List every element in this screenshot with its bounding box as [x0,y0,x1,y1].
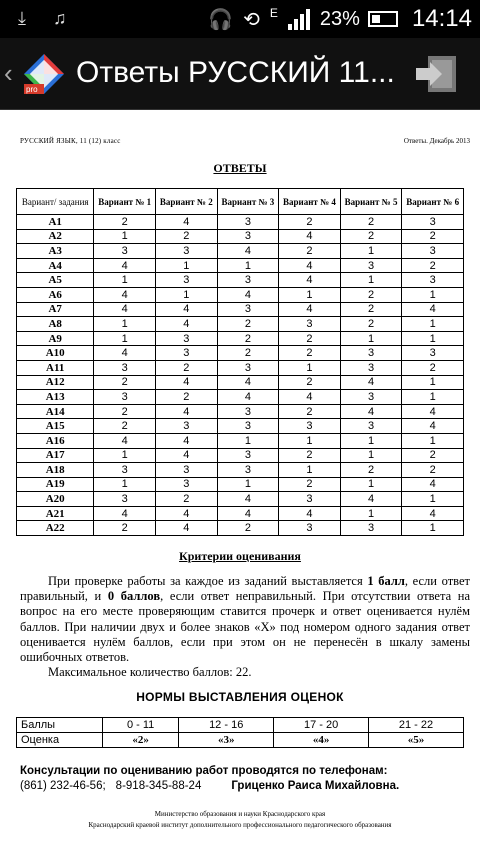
clock: 14:14 [411,5,472,32]
table-row [17,492,464,507]
task-cell: А1 [17,215,94,230]
table-header-cell: Вариант № 6 [402,189,464,215]
answer-cell: 4 [279,229,341,244]
answer-cell: 1 [402,433,464,448]
answer-cell: 1 [279,360,341,375]
answer-cell: 2 [156,229,218,244]
answer-cell: 3 [94,244,156,259]
footer-institute: Краснодарский краевой институт дополнительного профессионального педагогического образования [88,821,392,829]
answer-cell: 4 [156,302,218,317]
task-cell: А11 [17,360,94,375]
max-score-text: Максимальное количество баллов: 22. [48,665,252,680]
answer-cell: 2 [402,258,464,273]
consultant-name: Гриценко Раиса Михайловна. [231,780,400,792]
answer-cell: 2 [279,375,341,390]
answer-cell: 2 [156,390,218,405]
answer-cell: 3 [402,215,464,230]
answer-cell: 2 [279,448,341,463]
rotate-icon: ⟲ [243,8,260,31]
answer-cell: 3 [217,273,279,288]
answer-cell: 3 [94,390,156,405]
grades-marks-row [17,733,464,748]
answer-cell: 3 [156,346,218,361]
answer-cell: 4 [94,287,156,302]
answer-cell: 4 [94,506,156,521]
footer-ministry: Министерство образования и науки Краснодарского края [154,810,326,818]
grade-points-cell: 21 - 22 [369,718,464,733]
table-row [17,506,464,521]
answer-cell: 4 [156,375,218,390]
answer-cell: 1 [340,477,402,492]
answer-cell: 4 [402,302,464,317]
answer-cell: 4 [217,390,279,405]
answer-cell: 3 [340,346,402,361]
answer-cell: 2 [279,346,341,361]
app-logo-icon[interactable] [20,50,68,98]
answer-cell: 1 [94,273,156,288]
answer-cell: 2 [156,360,218,375]
task-cell: А2 [17,229,94,244]
answer-cell: 3 [340,419,402,434]
answer-cell: 2 [402,448,464,463]
answer-cell: 1 [217,477,279,492]
doc-header-subject: РУССКИЙ ЯЗЫК, 11 (12) класс [20,137,121,145]
answer-cell: 1 [402,375,464,390]
grade-mark-cell: «4» [274,733,369,748]
table-row [17,317,464,332]
answer-cell: 3 [279,419,341,434]
task-cell: А19 [17,477,94,492]
answer-cell: 1 [94,317,156,332]
answer-cell: 4 [156,506,218,521]
answer-cell: 2 [217,317,279,332]
table-row [17,331,464,346]
answer-cell: 3 [340,360,402,375]
consultation-text: Консультации по оцениванию работ проводятся по телефонам: [20,765,388,777]
answer-cell: 3 [217,302,279,317]
answer-cell: 2 [340,229,402,244]
answer-cell: 3 [217,463,279,478]
table-header-cell: Вариант № 2 [156,189,218,215]
answer-cell: 3 [156,463,218,478]
answer-cell: 4 [279,302,341,317]
answer-cell: 1 [94,229,156,244]
answer-cell: 1 [217,433,279,448]
grade-points-cell: 12 - 16 [179,718,274,733]
answer-cell: 2 [279,215,341,230]
answer-cell: 1 [94,477,156,492]
table-header-cell: Вариант № 3 [217,189,279,215]
task-cell: А10 [17,346,94,361]
answer-cell: 2 [340,302,402,317]
answer-cell: 3 [279,317,341,332]
grades-label-mark: Оценка [17,733,103,748]
phone-2: 8-918-345-88-24 [115,780,202,792]
answer-cell: 1 [156,287,218,302]
answer-cell: 2 [279,244,341,259]
answer-cell: 3 [279,521,341,536]
table-row [17,404,464,419]
answer-cell: 3 [156,477,218,492]
answer-cell: 1 [279,463,341,478]
music-icon: ♫ [52,8,67,28]
task-cell: А12 [17,375,94,390]
action-bar [0,38,480,110]
app-title: Ответы РУССКИЙ 11... [76,56,395,89]
table-row [17,433,464,448]
table-header-cell: Вариант/ задания [17,189,94,215]
table-row [17,448,464,463]
answer-cell: 4 [217,244,279,259]
answer-cell: 2 [340,215,402,230]
task-cell: А14 [17,404,94,419]
answer-cell: 2 [402,229,464,244]
back-chevron-icon[interactable]: ‹ [4,58,13,88]
answer-cell: 4 [156,448,218,463]
answer-cell: 3 [217,215,279,230]
table-row [17,360,464,375]
answer-cell: 4 [156,521,218,536]
answer-cell: 4 [402,506,464,521]
answer-cell: 3 [402,346,464,361]
answer-cell: 1 [340,506,402,521]
answer-cell: 2 [217,331,279,346]
answer-cell: 2 [217,521,279,536]
task-cell: А16 [17,433,94,448]
answer-cell: 3 [217,229,279,244]
answer-cell: 4 [402,404,464,419]
answer-cell: 3 [340,390,402,405]
answers-table [16,188,464,536]
table-header-cell: Вариант № 1 [94,189,156,215]
answer-cell: 3 [156,331,218,346]
answer-cell: 1 [94,331,156,346]
answer-cell: 2 [340,463,402,478]
answer-cell: 1 [340,331,402,346]
answer-cell: 3 [402,273,464,288]
answer-cell: 3 [156,273,218,288]
answer-cell: 1 [402,521,464,536]
headset-icon: 🎧 [208,8,234,31]
answer-cell: 4 [217,287,279,302]
answer-cell: 4 [279,506,341,521]
answer-cell: 3 [340,521,402,536]
answer-cell: 3 [217,419,279,434]
table-header-cell: Вариант № 4 [279,189,341,215]
answer-cell: 2 [340,287,402,302]
answer-cell: 3 [156,244,218,259]
answer-cell: 1 [402,287,464,302]
answer-cell: 2 [94,521,156,536]
table-row [17,390,464,405]
table-row [17,258,464,273]
table-row [17,215,464,230]
answer-cell: 4 [217,506,279,521]
answer-cell: 3 [217,448,279,463]
answer-cell: 4 [94,433,156,448]
task-cell: А17 [17,448,94,463]
task-cell: А3 [17,244,94,259]
battery-percent: 23% [319,7,360,30]
answer-cell: 2 [402,360,464,375]
answer-cell: 4 [94,258,156,273]
doc-header-date: Ответы. Декабрь 2013 [403,137,470,145]
open-with-icon[interactable] [414,52,462,96]
answer-cell: 3 [402,244,464,259]
answers-title: ОТВЕТЫ [213,161,267,175]
answer-cell: 4 [94,346,156,361]
table-row [17,419,464,434]
task-cell: А13 [17,390,94,405]
network-type: E [269,6,278,20]
answer-cell: 4 [340,404,402,419]
answer-cell: 2 [340,317,402,332]
answer-cell: 4 [217,492,279,507]
answer-cell: 1 [402,331,464,346]
document-page[interactable] [0,110,480,854]
answer-cell: 1 [279,287,341,302]
table-header-cell: Вариант № 5 [340,189,402,215]
table-row [17,287,464,302]
answer-cell: 1 [402,492,464,507]
table-row [17,375,464,390]
answer-cell: 2 [217,346,279,361]
answer-cell: 4 [94,302,156,317]
answer-cell: 1 [217,258,279,273]
table-row [17,463,464,478]
answer-cell: 3 [94,463,156,478]
answer-cell: 1 [340,433,402,448]
task-cell: А8 [17,317,94,332]
answer-cell: 2 [279,404,341,419]
answer-cell: 4 [340,492,402,507]
task-cell: А4 [17,258,94,273]
answer-cell: 1 [402,390,464,405]
table-row [17,521,464,536]
task-cell: А9 [17,331,94,346]
answer-cell: 2 [156,492,218,507]
answer-cell: 1 [340,244,402,259]
answer-cell: 1 [279,433,341,448]
answer-cell: 2 [402,463,464,478]
answer-cell: 4 [156,433,218,448]
answer-cell: 1 [94,448,156,463]
svg-text:pro: pro [26,85,38,94]
grades-label-points: Баллы [17,718,103,733]
criteria-title: Критерии оценивания [179,549,301,563]
status-bar [0,0,480,38]
answer-cell: 4 [156,404,218,419]
answer-cell: 2 [94,375,156,390]
task-cell: А5 [17,273,94,288]
task-cell: А15 [17,419,94,434]
table-row [17,346,464,361]
answer-cell: 4 [279,390,341,405]
answer-cell: 1 [340,273,402,288]
task-cell: А22 [17,521,94,536]
signal-icon [288,8,312,30]
answer-cell: 3 [94,360,156,375]
answer-cell: 3 [279,492,341,507]
contact-line [20,780,399,792]
answer-cell: 2 [279,477,341,492]
answer-cell: 4 [217,375,279,390]
answer-cell: 3 [217,404,279,419]
download-icon: ⤓ [18,8,26,28]
answer-cell: 4 [340,375,402,390]
battery-icon [368,11,398,27]
answer-cell: 1 [156,258,218,273]
grade-mark-cell: «5» [369,733,464,748]
grades-table [16,717,464,748]
grade-mark-cell: «2» [103,733,179,748]
grading-norms-title: НОРМЫ ВЫСТАВЛЕНИЯ ОЦЕНОК [136,690,344,704]
answer-cell: 2 [279,331,341,346]
answer-cell: 3 [156,419,218,434]
grade-points-cell: 17 - 20 [274,718,369,733]
task-cell: А7 [17,302,94,317]
answer-cell: 4 [279,273,341,288]
grades-points-row [17,718,464,733]
task-cell: А18 [17,463,94,478]
task-cell: А20 [17,492,94,507]
table-row [17,477,464,492]
table-row [17,229,464,244]
phone-1: (861) 232-46-56; [20,780,106,792]
answer-cell: 4 [402,477,464,492]
criteria-text: При проверке работы за каждое из заданий выставляется 1 балл, если ответ правильный, и 0 баллов, если ответ неправильный. При отсутствии ответа на вопрос на его месте проверяющим ставится прочерк и ответ оценивается нулём баллов. При наличии двух и более знаков «Х» под номером одного задания ответ оценивается нулём баллов, если при этом он не перенесён в шкалу замены ошибочных ответов. Максимальное количество баллов: 22. [20,574,471,680]
answer-cell: 4 [156,215,218,230]
answer-cell: 3 [94,492,156,507]
answer-cell: 4 [279,258,341,273]
table-row [17,273,464,288]
answer-cell: 2 [94,404,156,419]
answer-cell: 3 [340,258,402,273]
answer-cell: 1 [402,317,464,332]
table-row [17,302,464,317]
task-cell: А6 [17,287,94,302]
answer-cell: 2 [94,419,156,434]
answer-cell: 4 [156,317,218,332]
answer-cell: 4 [402,419,464,434]
task-cell: А21 [17,506,94,521]
answer-cell: 2 [94,215,156,230]
grade-mark-cell: «3» [179,733,274,748]
answer-cell: 3 [217,360,279,375]
table-row [17,244,464,259]
grade-points-cell: 0 - 11 [103,718,179,733]
answer-cell: 1 [340,448,402,463]
